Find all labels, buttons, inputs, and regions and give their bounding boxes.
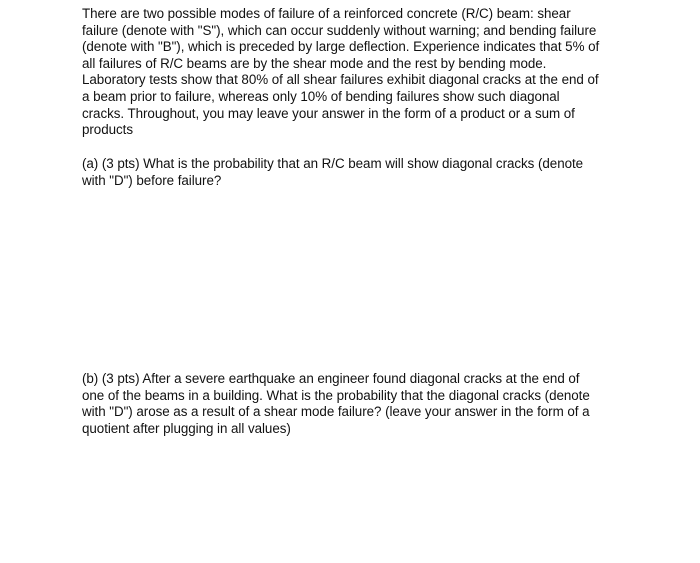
text-line: with "D") arose as a result of a shear mode failure? (leave your answer in the form of a: [82, 404, 590, 420]
question-part-a: [82, 156, 642, 189]
text-line: (b) (3 pts) After a severe earthquake an engineer found diagonal cracks at the end of: [82, 371, 580, 386]
text-line: a beam prior to failure, whereas only 10% of bending failures show such diagonal: [82, 88, 560, 104]
text-line: Laboratory tests show that 80% of all shear failures exhibit diagonal cracks at the end of: [82, 72, 599, 88]
text-line: quotient after plugging in all values): [82, 420, 291, 436]
text-line: failure (denote with "S"), which can occur suddenly without warning; and bending failure: [82, 22, 597, 38]
text-line: (a) (3 pts) What is the probability that an R/C beam will show diagonal cracks (denote: [82, 156, 584, 171]
text-line: cracks. Throughout, you may leave your answer in the form of a product or a sum of: [82, 105, 575, 121]
text-line: one of the beams in a building. What is the probability that the diagonal cracks (denote: [82, 387, 590, 403]
text-line: with "D") before failure?: [82, 172, 222, 188]
text-line: all failures of R/C beams are by the shear mode and the rest by bending mode.: [82, 55, 547, 71]
question-part-b: [82, 371, 642, 437]
problem-statement: [82, 6, 642, 139]
text-line: products: [82, 122, 133, 138]
text-line: There are two possible modes of failure of a reinforced concrete (R/C) beam: shear: [82, 6, 571, 21]
text-line: (denote with "B"), which is preceded by large deflection. Experience indicates that 5% of: [82, 39, 600, 55]
